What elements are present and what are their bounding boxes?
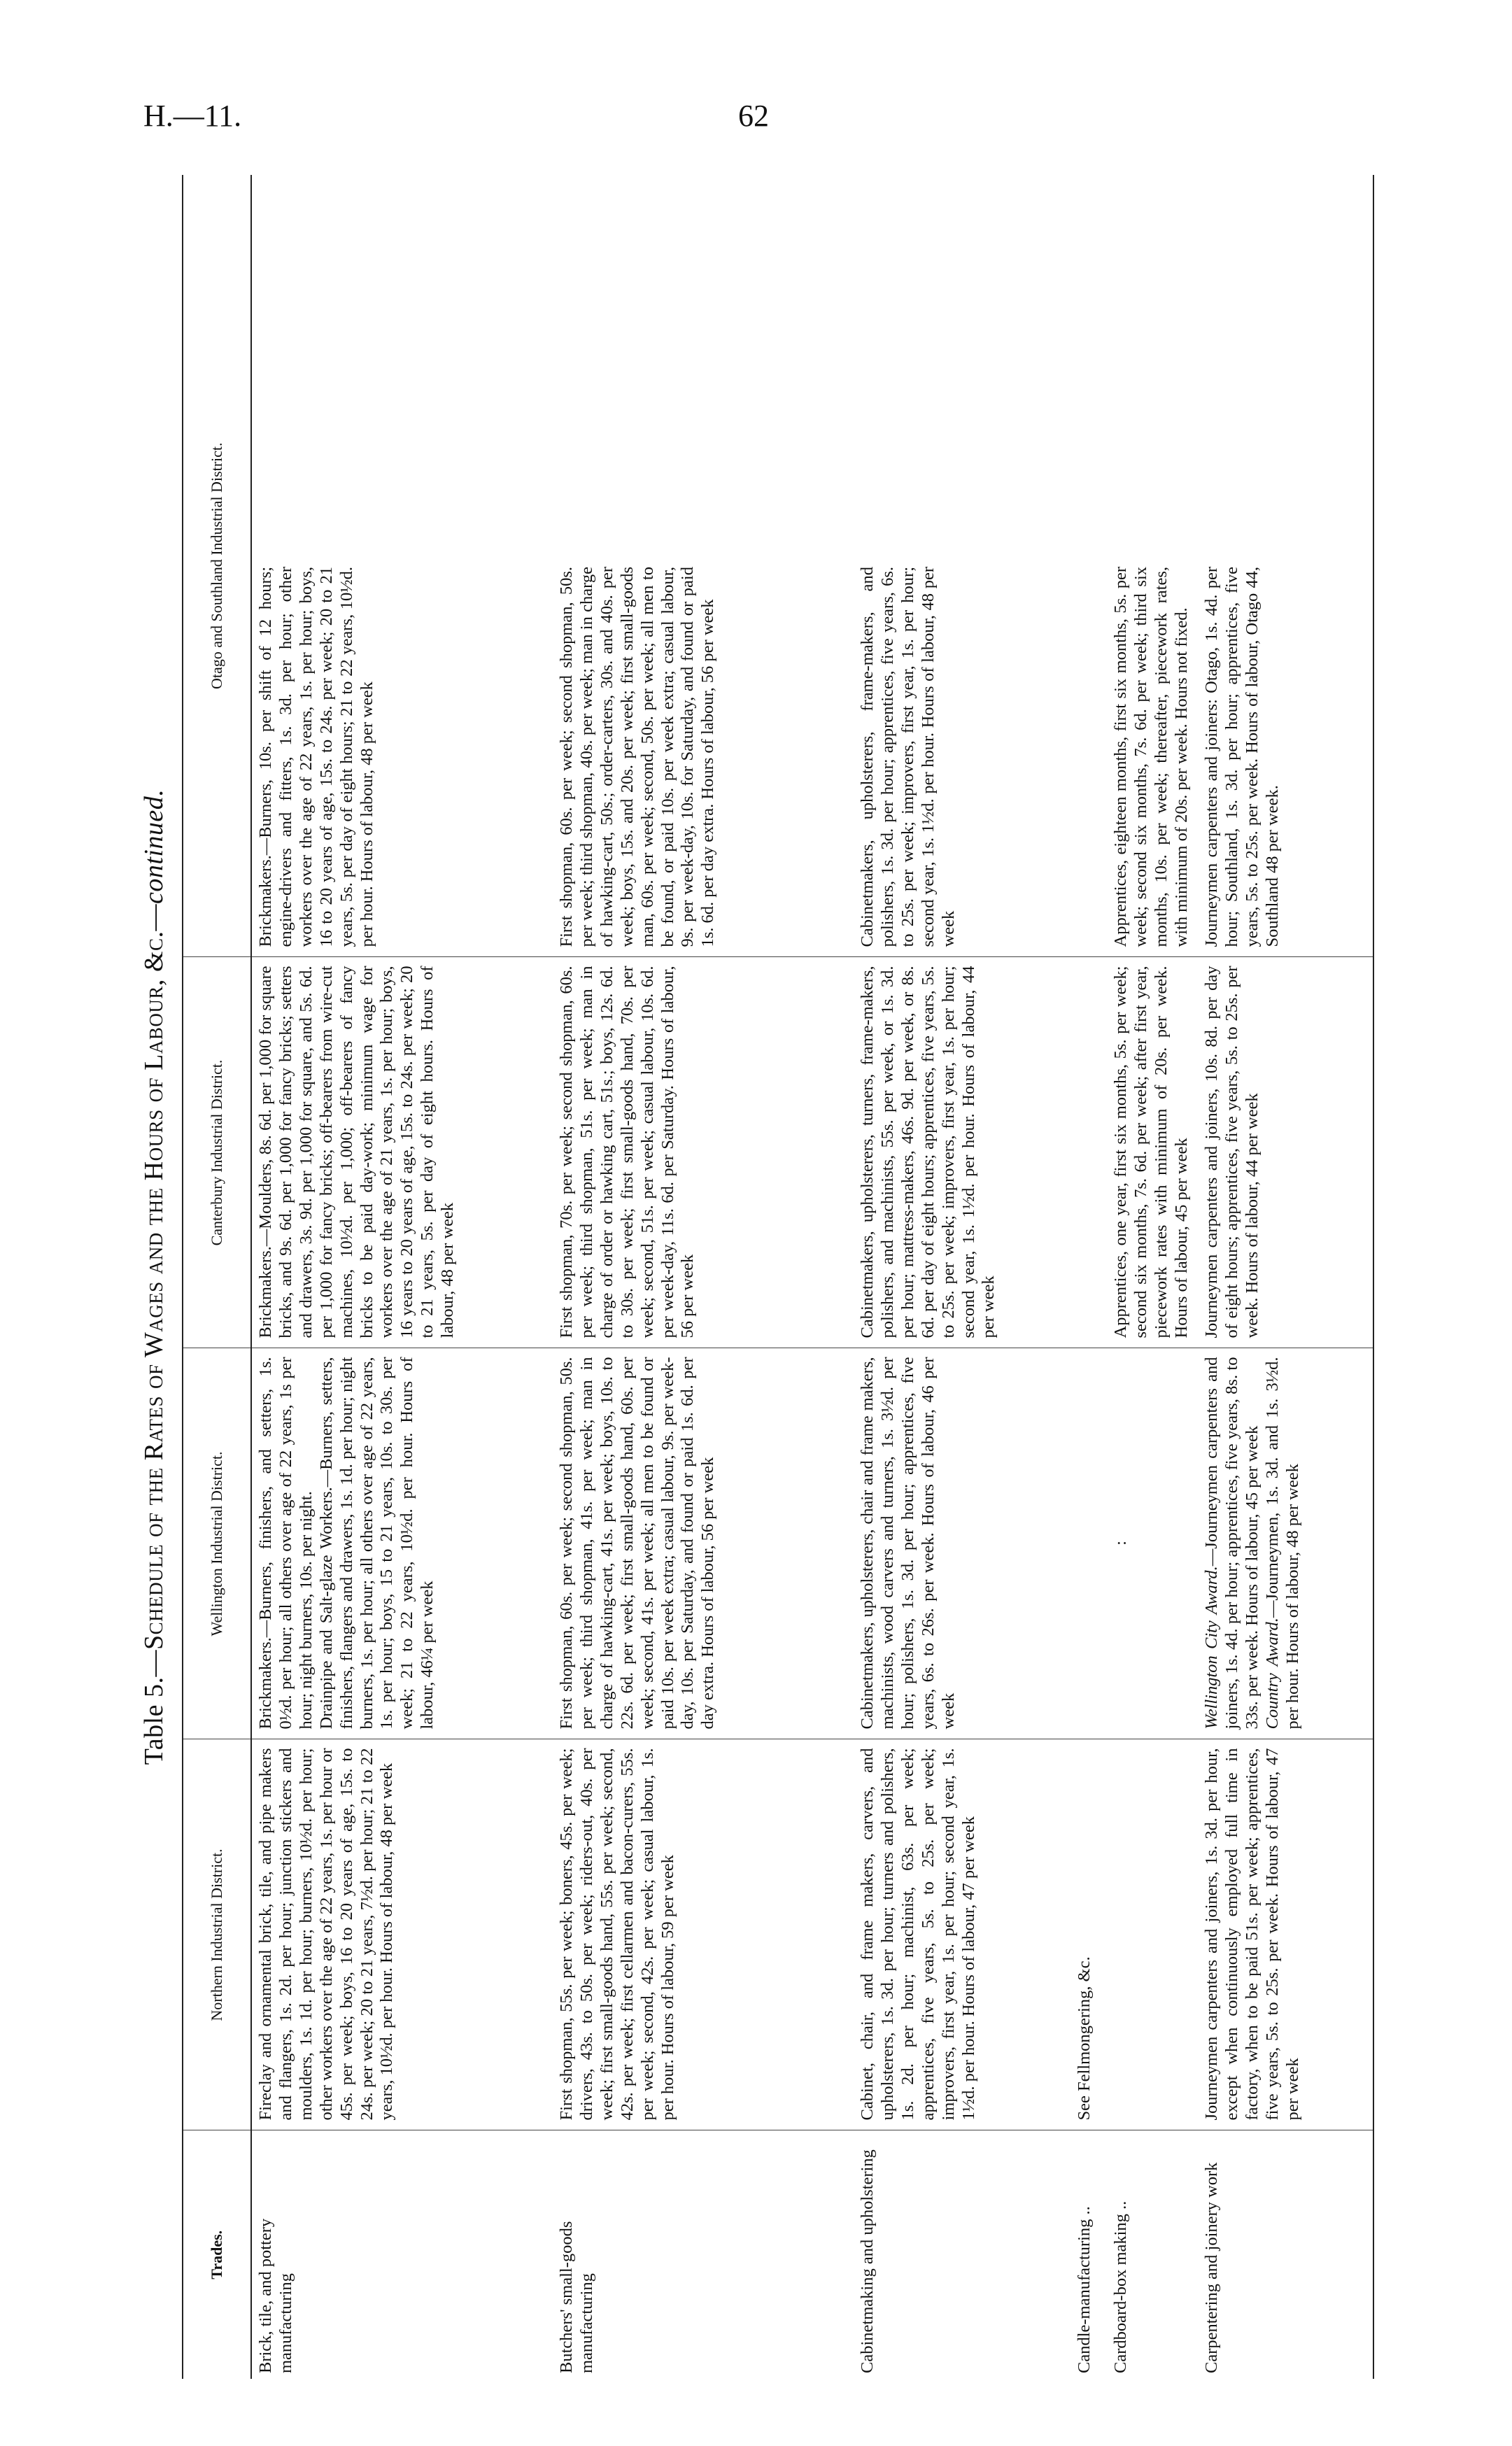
table-row: [1107, 175, 1198, 2379]
trade-name: Carpentering and joinery work: [1198, 2130, 1373, 2379]
wellington-cell: :: [1107, 1348, 1198, 1739]
wellington-city-award-label: Wellington City Award.: [1202, 1566, 1221, 1730]
wellington-cell: [1198, 1348, 1373, 1739]
canterbury-cell: Brickmakers.—Moulders, 8s. 6d. per 1,000 for square bricks, and 9s. 6d. per 1,000 for fancy bricks; setters and drawers, 3s. 9d. per 1,000 for square, and 5s. 6d. per 1,000 for fancy bricks; off-bearers from wire-cut machines, 10½d. per 1,000; off-bearers of fancy bricks to be paid day-work; minimum wage for workers over the age of 21 years, 1s. per hour; boys, 16 years to 20 years of age, 15s. to 24s. per week; 20 to 21 years, 5s. per day of eight hours. Hours of labour, 48 per week: [251, 957, 553, 1348]
caption-main: Schedule of the Rates of Wages and the Hours of Labour, &c.—: [139, 904, 169, 1650]
table-caption: [132, 175, 177, 2379]
northern-cell: Fireclay and ornamental brick, tile, and pipe makers and flangers, 1s. 2d. per hour; junction stickers and moulders, 1s. 1d. per hour; burners, 10½d. per hour; other workers over the age of 22 years, 1s. per hour or 45s. per week; boys, 16 to 20 years of age, 15s. to 24s. per week; 20 to 21 years, 7½d. per hour; 21 to 22 years, 10½d. per hour. Hours of labour, 48 per week: [251, 1739, 553, 2130]
otago-cell: [1071, 175, 1107, 957]
wellington-cell: [1071, 1348, 1107, 1739]
trade-name: Cardboard-box making ..: [1111, 2200, 1130, 2373]
trade-name: Candle-manufacturing ..: [1075, 2206, 1094, 2373]
page-code: H.—11.: [143, 99, 242, 133]
canterbury-cell: [1071, 957, 1107, 1348]
header-row: [183, 175, 251, 2379]
col-header-trades: Trades.: [183, 2130, 251, 2379]
col-header-northern: Northern Industrial District.: [183, 1739, 251, 2130]
canterbury-cell: First shopman, 70s. per week; second shopman, 60s. per week; third shopman, 51s. per week; man in charge of order or hawking cart, 51s.; boys, 12s. 6d. to 30s. per week; first small-goods hand, 70s. per week; second, 51s. per week; casual labour, 10s. 6d. per week-day, 11s. 6d. per Saturday. Hours of labour, 56 per week: [553, 957, 854, 1348]
caption-prefix: Table 5.—: [139, 1649, 169, 1765]
table-row: [1198, 175, 1373, 2379]
caption-suffix: continued.: [139, 789, 169, 905]
page-number: 62: [738, 99, 769, 133]
canterbury-cell: Apprentices, one year, first six months, 5s. per week; second six months, 7s. 6d. per week; after first year, piecework rates with minimum of 20s. per week. Hours of labour, 45 per week: [1107, 957, 1198, 1348]
wellington-cell: Brickmakers.—Burners, finishers, and setters, 1s. 0½d. per hour; all others over age of 22 years, 1s per hour; night burners, 10s. per night. Drainpipe and Salt-glaze Workers.—Burners, setters, finishers, flangers and drawers, 1s. 1d. per hour; night burners, 1s. per hour; all others over age of 22 years, 1s. per hour; boys, 15 to 21 years, 10s. to 30s. per week; 21 to 22 years, 10½d. per hour. Hours of labour, 46¼ per week: [251, 1348, 553, 1739]
rotated-table-region: [132, 175, 1422, 2379]
northern-cell: Journeymen carpenters and joiners, 1s. 3d. per hour, except when continuously employed full time in factory, when to be paid 51s. per week; apprentices, five years, 5s. to 25s. per week. Hours of labour, 47 per week: [1198, 1739, 1373, 2130]
wellington-cell: First shopman, 60s. per week; second shopman, 50s. per week; third shopman, 41s. per week; man in charge of hawking-cart, 41s. per week; boys, 10s. to 22s. 6d. per week; first small-goods hand, 60s. per week; second, 41s. per week; all men to be found or paid 10s. per week extra; casual labour, 9s. per week-day, 10s. per Saturday, and found or paid 1s. 6d. per day extra. Hours of labour, 56 per week: [553, 1348, 854, 1739]
col-header-canterbury: Canterbury Industrial District.: [183, 957, 251, 1348]
otago-cell: Apprentices, eighteen months, first six months, 5s. per week; second six months, 7s. 6d. per week; third six months, 10s. per week; thereafter, piecework rates, with minimum of 20s. per week. Hours not fixed.: [1107, 175, 1198, 957]
northern-cell: Cabinet, chair, and frame makers, carvers, and upholsterers, 1s. 3d. per hour; turners and polishers, 1s. 2d. per hour; machinist, 63s. per week; apprentices, five years, 5s. to 25s. per week; improvers, first year, 1s. per hour; second year, 1s. 1½d. per hour. Hours of labour, 47 per week: [854, 1739, 1071, 2130]
canterbury-cell: Journeymen carpenters and joiners, 10s. 8d. per day of eight hours; apprentices, five years, 5s. to 25s. per week. Hours of labour, 44 per week: [1198, 957, 1373, 1348]
country-award-text: —Journeymen, 1s. 3d. and 1s. 3½d. per hour. Hours of labour, 48 per week: [1262, 1357, 1302, 1730]
table-frame: [132, 175, 1422, 2379]
table-row: [553, 175, 854, 2379]
col-header-wellington: Wellington Industrial District.: [183, 1348, 251, 1739]
canterbury-cell: Cabinetmakers, upholsterers, turners, frame-makers, polishers, and machinists, 55s. per week, or 1s. 3d. per hour; mattress-makers, 46s. 9d. per week, or 8s. 6d. per day of eight hours; apprentices, five years, 5s. to 25s. per week; improvers, first year, 1s. per hour; second year, 1s. 1½d. per hour. Hours of labour, 44 per week: [854, 957, 1071, 1348]
otago-cell: First shopman, 60s. per week; second shopman, 50s. per week; third shopman, 40s. per week; man in charge of hawking-cart, 50s.; order-carters, 30s. and 40s. per week; boys, 15s. and 20s. per week; first small-goods man, 60s. per week; second, 50s. per week; all men to be found, or paid 10s. per week extra; casual labour, 9s. per week-day, 10s. for Saturday, and found or paid 1s. 6d. per day extra. Hours of labour, 56 per week: [553, 175, 854, 957]
otago-cell: Brickmakers.—Burners, 10s. per shift of 12 hours; engine-drivers and fitters, 1s. 3d. per hour; other workers over the age of 22 years, 1s. per hour; boys, 16 to 20 years of age, 15s. to 24s. per week; 20 to 21 years, 5s. per day of eight hours; 21 to 22 years, 10½d. per hour. Hours of labour, 48 per week: [251, 175, 553, 957]
table-row: [251, 175, 553, 2379]
wellington-cell: Cabinetmakers, upholsterers, chair and frame makers, machinists, wood carvers and turners, 1s. 3½d. per hour; polishers, 1s. 3d. per hour; apprentices, five years, 6s. to 26s. per week. Hours of labour, 46 per week: [854, 1348, 1071, 1739]
trade-name: Butchers' small-goods manufacturing: [557, 2221, 596, 2373]
wages-schedule-table: [182, 175, 1374, 2379]
northern-cell: See Fellmongering, &c.: [1071, 1739, 1107, 2130]
otago-cell: Journeymen carpenters and joiners: Otago, 1s. 4d. per hour; Southland, 1s. 3d. per hour; apprentices, five years, 5s. to 25s. per week. Hours of labour, Otago 44, Southland 48 per week.: [1198, 175, 1373, 957]
otago-cell: Cabinetmakers, upholsterers, frame-makers, and polishers, 1s. 3d. per hour; apprentices, five years, 6s. to 25s. per week; improvers, first year, 1s. per hour; second year, 1s. 1½d. per hour. Hours of labour, 48 per week: [854, 175, 1071, 957]
col-header-otago: Otago and Southland Industrial District.: [183, 175, 251, 957]
trade-name: Cabinetmaking and upholstering: [858, 2149, 877, 2373]
country-award-label: Country Award.: [1262, 1618, 1282, 1730]
table-row: [1071, 175, 1107, 2379]
northern-cell: [1107, 1739, 1198, 2130]
table-row: [854, 175, 1071, 2379]
northern-cell: First shopman, 55s. per week; boners, 45s. per week; drivers, 43s. to 50s. per week; riders-out, 40s. per week; first small-goods hand, 55s. per week; second, 42s. per week; first cellarmen and bacon-curers, 55s. per week; second, 42s. per week; casual labour, 1s. per hour. Hours of labour, 59 per week: [553, 1739, 854, 2130]
wellington-city-award-text: —Journeymen carpenters and joiners, 1s. 4d. per hour; apprentices, five years, 8s. to 33s. per week. Hours of labour, 45 per week: [1202, 1357, 1262, 1730]
trade-name: Brick, tile, and pottery manufacturing: [256, 2218, 295, 2373]
